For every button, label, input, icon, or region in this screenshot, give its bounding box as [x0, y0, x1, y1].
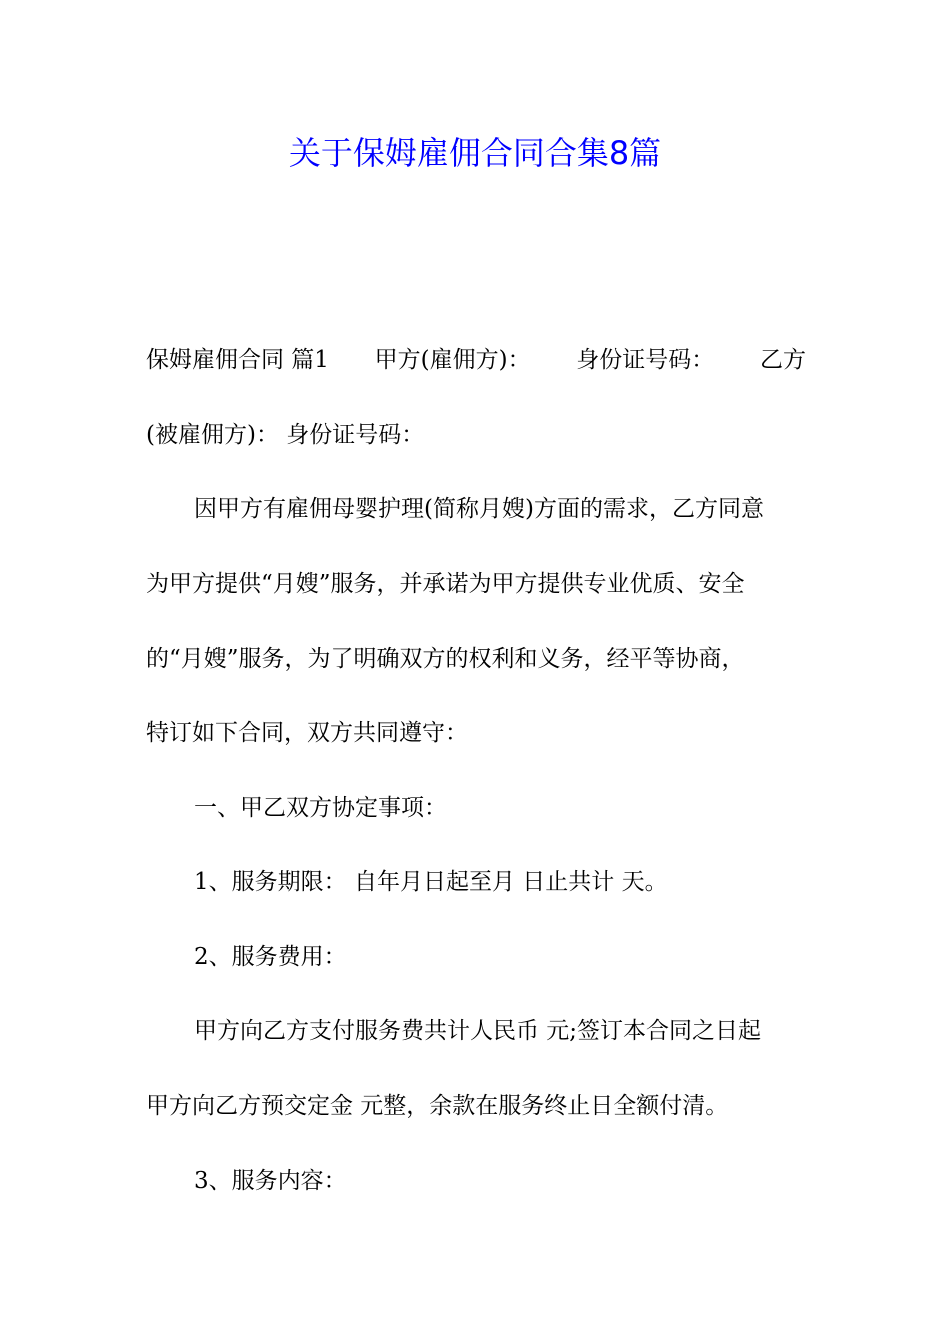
paragraph-line: 为甲方提供“月嫂”服务，并承诺为甲方提供专业优质、安全	[146, 571, 745, 597]
party-b-label: 乙方	[759, 347, 806, 373]
party-a-label: 甲方(雇佣方)：	[374, 347, 531, 373]
clause-item: 3、服务内容：	[194, 1168, 347, 1194]
paragraph-line: 特订如下合同，双方共同遵守：	[146, 720, 468, 746]
clause-item: 1、服务期限： 自年月日起至月 日止共计 天。	[194, 869, 668, 895]
contract-section-label: 保姆雇佣合同 篇1	[146, 347, 329, 373]
paragraph-line: 的“月嫂”服务，为了明确双方的权利和义务，经平等协商，	[146, 646, 745, 672]
id-number-label: 身份证号码：	[576, 347, 715, 373]
party-b-info-line: (被雇佣方)： 身份证号码：	[146, 422, 425, 448]
paragraph-line: 甲方向乙方预交定金 元整，余款在服务终止日全额付清。	[146, 1093, 729, 1119]
document-title: 关于保姆雇佣合同合集8篇	[288, 134, 662, 172]
party-info-line	[146, 341, 806, 379]
paragraph-line: 甲方向乙方支付服务费共计人民币 元;签订本合同之日起	[194, 1018, 762, 1044]
paragraph-line: 因甲方有雇佣母婴护理(简称月嫂)方面的需求，乙方同意	[194, 496, 764, 522]
clause-item: 2、服务费用：	[194, 944, 347, 970]
section-heading: 一、甲乙双方协定事项：	[194, 795, 447, 821]
